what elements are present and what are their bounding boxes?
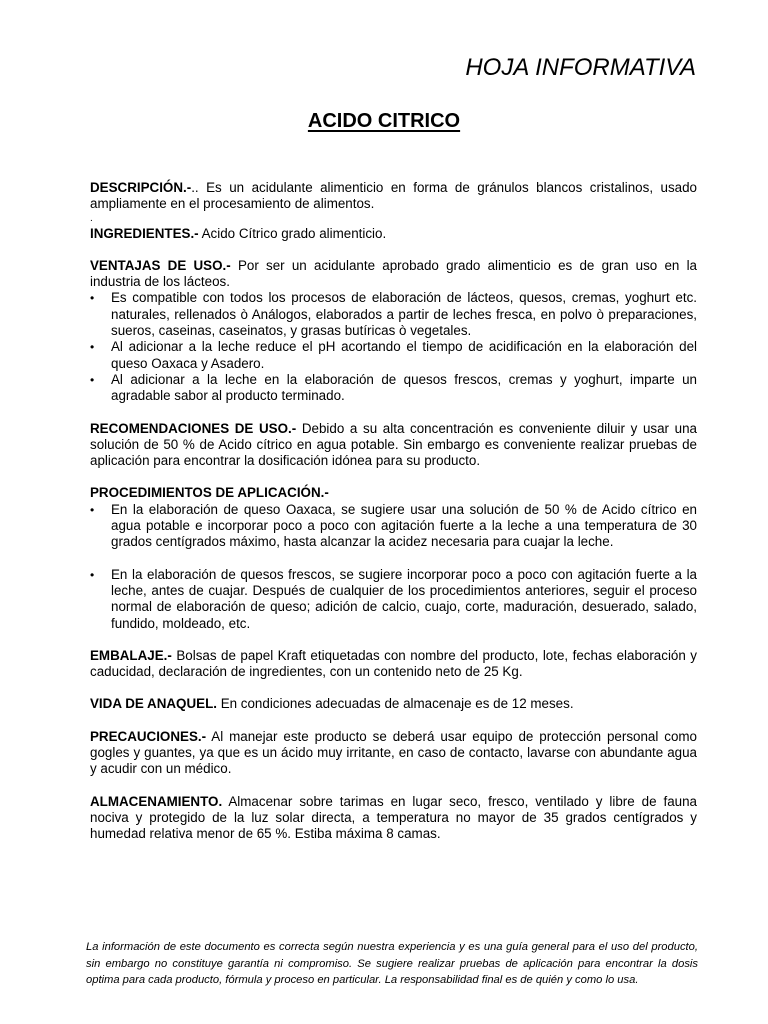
section-heading: ALMACENAMIENTO. — [90, 793, 223, 809]
section-descripcion — [90, 180, 697, 213]
section-text: En condiciones adecuadas de almacenaje es de 12 meses. — [216, 696, 574, 712]
section-almacenamiento — [90, 794, 697, 843]
section-heading: VIDA DE ANAQUEL. — [90, 696, 217, 712]
section-embalaje — [90, 648, 697, 681]
section-heading: PROCEDIMIENTOS DE APLICACIÓN.- — [90, 485, 329, 501]
document-title-text: ACIDO CITRICO — [307, 110, 461, 132]
procedimientos-list-2 — [90, 567, 697, 632]
section-text: Almacenar sobre tarimas en lugar seco, fresco, ventilado y libre de fauna nociva y protegido de la luz solar directa, a temperatura no mayor de 35 grados centígrados y humedad relativa menor de 65 %. Estiba máxima 8 camas. — [90, 793, 697, 842]
list-item — [90, 290, 697, 339]
section-heading: RECOMENDACIONES DE USO.- — [90, 420, 297, 436]
bullet-icon: • — [90, 340, 95, 355]
list-item-text: En la elaboración de quesos frescos, se sugiere incorporar poco a poco con agitación fuerte a la leche, antes de cuajar. Después de cualquier de los procedimientos anteriores, seguir el proceso normal de elaboración de queso; adición de calcio, cuajo, corte, maduración, desuerado, salado, fundido, moldeado, etc. — [111, 566, 697, 631]
stray-mark: . — [90, 212, 93, 224]
section-text: Debido a su alta concentración es conveniente diluir y usar una solución de 50 % de Acido cítrico en agua potable. Sin embargo es conveniente realizar pruebas de aplicación para encontrar la dosificación idónea para su producto. — [90, 420, 697, 469]
section-text: Bolsas de papel Kraft etiquetadas con nombre del producto, lote, fechas elaboración y caducidad, declaración de ingredientes, con un contenido neto de 25 Kg. — [90, 647, 697, 680]
bullet-icon: • — [90, 372, 95, 387]
list-item-text: Al adicionar a la leche reduce el pH acortando el tiempo de acidificación en la elaboración del queso Oaxaca y Asadero. — [111, 339, 697, 371]
section-procedimientos — [90, 485, 697, 501]
document-body — [90, 180, 697, 843]
ventajas-list — [90, 290, 697, 404]
bullet-icon: • — [90, 291, 95, 306]
document-title — [0, 108, 768, 134]
section-text: Al manejar este producto se deberá usar equipo de protección personal como gogles y guantes, ya que es un ácido muy irritante, en caso de contacto, lavarse con abundante agua y acudir con un médico. — [90, 728, 697, 777]
section-text: Por ser un acidulante aprobado grado alimenticio es de gran uso en la industria de los lácteos. — [90, 257, 697, 290]
section-heading: EMBALAJE.- — [90, 647, 172, 663]
section-heading: PRECAUCIONES.- — [90, 728, 207, 744]
section-precauciones — [90, 729, 697, 778]
footer-disclaimer: La información de este documento es correcta según nuestra experiencia y es una guía general para el uso del producto, sin embargo no constituye garantía ni compromiso. Se sugiere realizar pruebas de aplicación para encontrar la dosis optima para cada producto, fórmula y proceso en particular. La responsabilidad final es de quién y como lo usa. — [86, 941, 698, 987]
procedimientos-list — [90, 502, 697, 551]
bullet-icon: • — [90, 567, 95, 582]
section-text: Acido Cítrico grado alimenticio. — [198, 225, 387, 241]
list-item-text: Es compatible con todos los procesos de elaboración de lácteos, quesos, cremas, yoghurt etc. naturales, rellenados ò Análogos, elaborados a partir de leches fresca, en polvo ò preparaciones, sueros, caseinas, caseinatos, y grasas butíricas ò vegetales. — [111, 290, 697, 339]
list-item — [90, 372, 697, 405]
bullet-icon: • — [90, 502, 95, 517]
document-type-heading: HOJA INFORMATIVA — [465, 54, 696, 81]
section-recomendaciones — [90, 421, 697, 470]
section-heading: DESCRIPCIÓN.- — [90, 180, 192, 195]
section-text: .. Es un acidulante alimenticio en forma de gránulos blancos cristalinos, usado ampliamente en el procesamiento de alimentos. — [90, 180, 697, 212]
list-item — [90, 567, 697, 632]
section-ingredientes — [90, 226, 697, 242]
list-item-text: En la elaboración de queso Oaxaca, se sugiere usar una solución de 50 % de Acido cítrico en agua potable e incorporar poco a poco con agitación fuerte a la leche a una temperatura de 30 grados centígrados máximo, hasta alcanzar la acidez necesaria para cuajar la leche. — [111, 501, 697, 550]
list-item — [90, 339, 697, 372]
section-ventajas — [90, 258, 697, 291]
section-heading: VENTAJAS DE USO.- — [90, 257, 231, 273]
list-item — [90, 502, 697, 551]
section-vida-de-anaquel — [90, 696, 697, 712]
section-heading: INGREDIENTES.- — [90, 225, 199, 241]
list-item-text: Al adicionar a la leche en la elaboración de quesos frescos, cremas y yoghurt, imparte un agradable sabor al producto terminado. — [111, 371, 697, 404]
